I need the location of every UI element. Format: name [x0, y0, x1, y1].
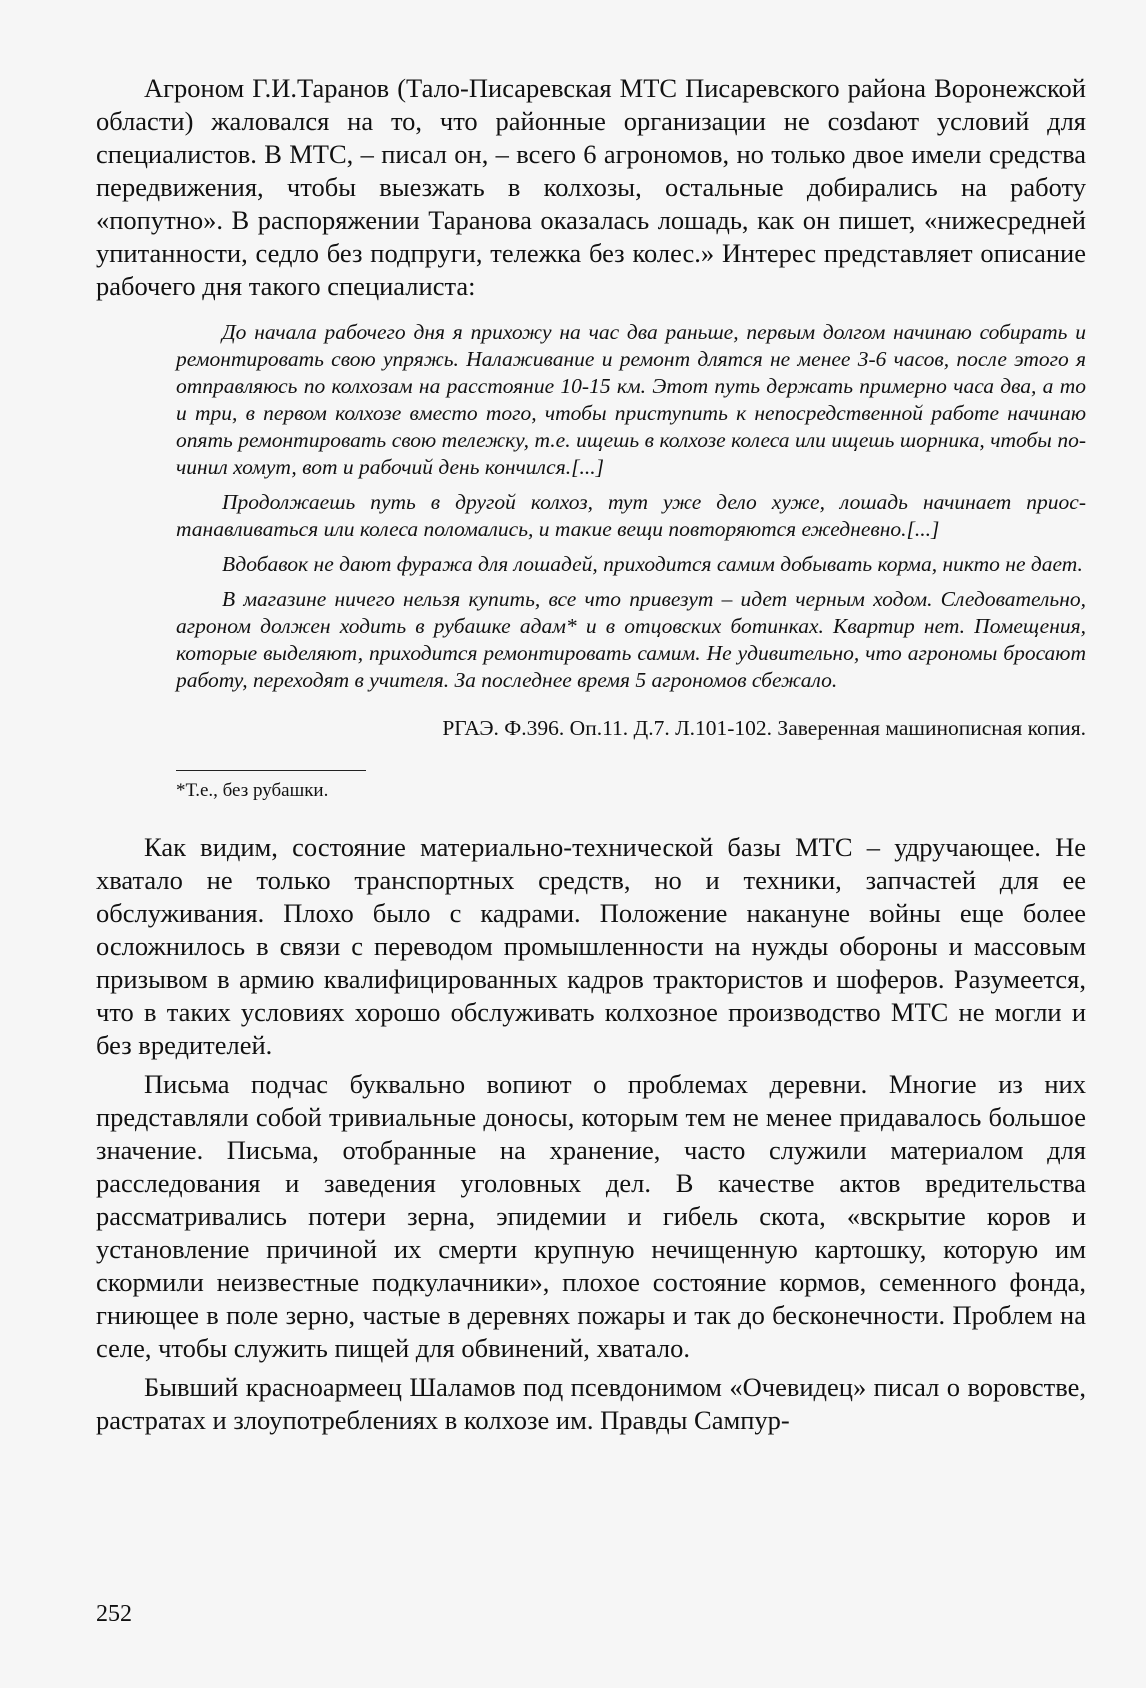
- body-paragraph: Письма подчас буквально вопиют о проблемах деревни. Многие из них представляли собой тривиальные доносы, которым тем не менее придавалось большое значение. Письма, отобранные на хранение, часто служили материалом для расследования и заведения уголовных дел. В качестве актов вредительства рассматривались потери зерна, эпидемии и гибель скота, «вскрытие коров и установление причиной их смерти крупную нечищенную картошку, которую им скормили неизвестные подкулачники», плохое состояние кормов, семенного фонда, гниющее в поле зерно, частые в деревнях пожары и так до бесконечности. Проблем на селе, чтобы служить пищей для обвинений, хватало.: [96, 1069, 1086, 1363]
- body-paragraph: Агроном Г.И.Таранов (Тало-Писаревская МТС Писаревского района Воронежской области) жаловался на то, что районные организации не созdают условий для специалистов. В МТС, – писал он, – всего 6 агрономов, но только двое имели средства передвижения, чтобы выезжать в колхозы, остальные добирались на работу «попутно». В распоряжении Таранова оказалась лошадь, как он пишет, «нижесредней упитанности, седло без подпруги, тележка без колес.» Интерес представляет описание рабочего дня такого специалиста:: [96, 73, 1086, 301]
- quote-paragraph: До начала рабочего дня я прихожу на час два раньше, первым долгом начинаю собирать и ремонтировать свою упряжь. Налаживание и ремонт длятся не менее 3-6 часов, после этого я отправляюсь по колхозам на расстояние 10-15 км. Этот путь держать примерно часа два, а то и три, в первом колхозе вместо того, чтобы приступить к непосредственной работе начинаю опять ремонтировать свою тележку, т.е. ищешь в колхозе колеса или ищешь шорника, чтобы починил хомут, вот и рабочий день кончился.[...]: [176, 320, 1086, 479]
- body-paragraph: Бывший красноармеец Шаламов под псевдонимом «Очевидец» писал о воровстве, растратах и злоупотреблениях в колхозе им. Правды Сампур-: [96, 1372, 1086, 1435]
- quote-paragraph: В магазине ничего нельзя купить, все что привезут – идет черным ходом. Следовательно, агроном должен ходить в рубашке адам* и в отцовских ботинках. Квартир нет. Помещения, которые выделяют, приходится ремонтировать самим. Не удивительно, что агрономы бросают работу, переходят в учителя. За последнее время 5 агрономов сбежало.: [176, 587, 1086, 692]
- page-number: 252: [96, 1601, 132, 1627]
- footnote: *Т.е., без рубашки.: [176, 780, 329, 801]
- archival-quote: [96, 319, 1086, 694]
- page-body: [96, 72, 1086, 1443]
- body-paragraph: Как видим, состояние материально-технической базы МТС – удручающее. Не хватало не только транспортных средств, но и техники, запчастей для ее обслуживания. Плохо было с кадрами. Положение накануне войны еще более осложнилось в связи с переводом промышленности на нужды обороны и массовым призывом в армию квалифицированных кадров трактористов и шоферов. Разумеется, что в таких условиях хорошо обслуживать колхозное производство МТС не могли и без вредителей.: [96, 832, 1086, 1060]
- archive-citation: РГАЭ. Ф.396. Оп.11. Д.7. Л.101-102. Заверенная машинописная копия.: [442, 716, 1086, 740]
- quote-paragraph: Вдобавок не дают фуража для лошадей, приходится самим добывать корма, никто не дает.: [222, 552, 1083, 576]
- quote-paragraph: Продолжаешь путь в другой колхоз, тут уже дело хуже, лошадь начинает приостанавливаться или колеса поломались, и такие вещи повторяются ежедневно.[...]: [176, 490, 1086, 541]
- footnote-divider: [176, 770, 366, 771]
